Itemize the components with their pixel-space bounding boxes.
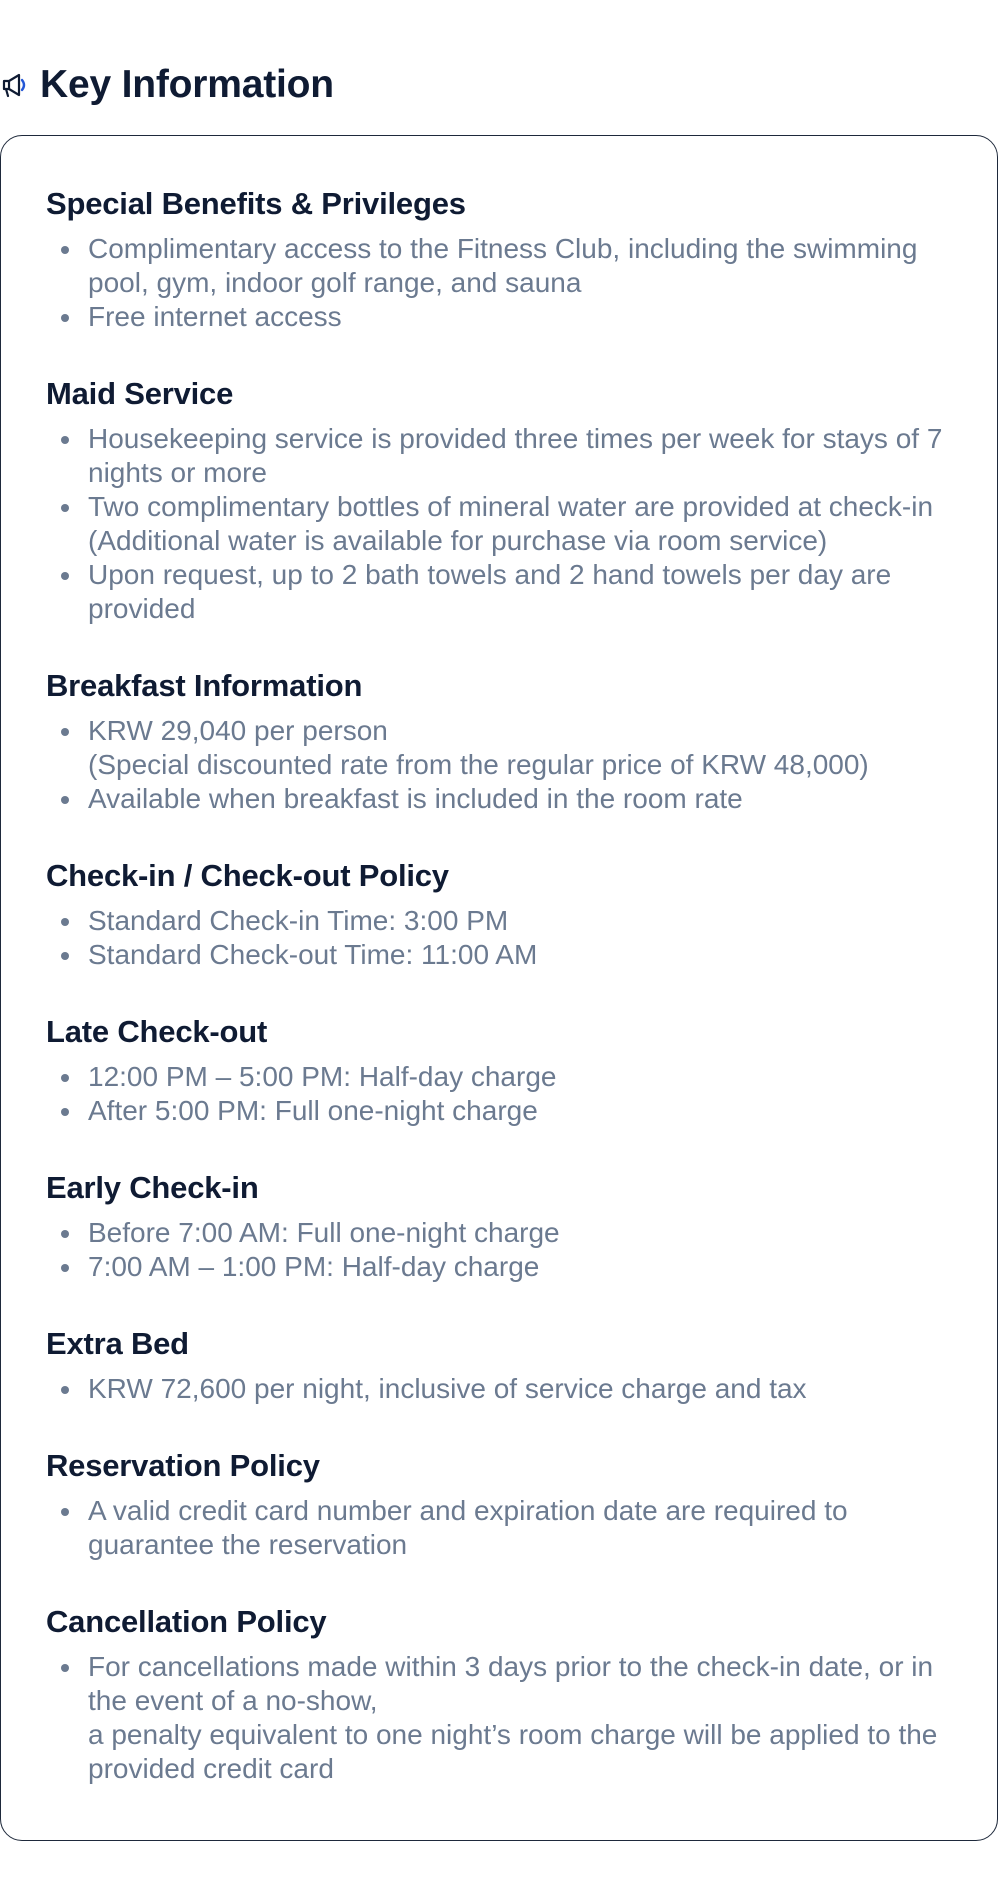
info-section: [46, 1446, 957, 1562]
bullet-icon: [61, 1230, 69, 1238]
bullet-icon: [61, 246, 69, 254]
bullet-icon: [61, 1508, 69, 1516]
bullet-icon: [61, 1074, 69, 1082]
bullet-icon: [61, 1664, 69, 1672]
page-title: Key Information: [40, 63, 334, 106]
list-item: [46, 782, 957, 816]
list-item-text: After 5:00 PM: Full one-night charge: [88, 1095, 538, 1126]
section-title: Early Check-in: [46, 1170, 259, 1205]
list-item-text: Standard Check-in Time: 3:00 PM: [88, 905, 509, 936]
info-section: [46, 1602, 957, 1786]
list-item: [46, 714, 957, 782]
list-item-text: 7:00 AM – 1:00 PM: Half-day charge: [88, 1251, 540, 1282]
bullet-icon: [61, 314, 69, 322]
list-item-text: Upon request, up to 2 bath towels and 2 hand towels per day are provided: [88, 559, 892, 624]
list-item-text: A valid credit card number and expiration date are required to guarantee the reservation: [88, 1495, 848, 1560]
section-title: Maid Service: [46, 376, 234, 411]
bullet-icon: [61, 796, 69, 804]
section-title: Breakfast Information: [46, 668, 363, 703]
section-list: [46, 1060, 957, 1128]
list-item: [46, 904, 957, 938]
section-list: [46, 1372, 957, 1406]
info-section: [46, 1168, 957, 1284]
list-item-text: Housekeeping service is provided three times per week for stays of 7 nights or more: [88, 423, 943, 488]
bullet-icon: [61, 572, 69, 580]
megaphone-icon: [0, 70, 30, 100]
list-item: [46, 232, 957, 300]
bullet-icon: [61, 1264, 69, 1272]
section-title: Late Check-out: [46, 1014, 268, 1049]
page-header: [0, 60, 334, 110]
list-item-text: KRW 29,040 per person: [88, 715, 388, 746]
list-item: [46, 558, 957, 626]
list-item-text: Available when breakfast is included in the room rate: [88, 783, 743, 814]
section-title: Reservation Policy: [46, 1448, 320, 1483]
list-item-text: Before 7:00 AM: Full one-night charge: [88, 1217, 560, 1248]
list-item: [46, 490, 957, 558]
info-section: [46, 1012, 957, 1128]
bullet-icon: [61, 504, 69, 512]
bullet-icon: [61, 436, 69, 444]
list-item: [46, 938, 957, 972]
section-list: [46, 1216, 957, 1284]
list-item-text: Two complimentary bottles of mineral water are provided at check-in (Additional water is available for purchase via room service): [88, 491, 934, 556]
section-list: [46, 1650, 957, 1786]
section-list: [46, 904, 957, 972]
bullet-icon: [61, 1108, 69, 1116]
list-item-text: a penalty equivalent to one night’s room charge will be applied to the provided credit card: [88, 1719, 938, 1784]
list-item: [46, 1094, 957, 1128]
info-section: [46, 856, 957, 972]
list-item: [46, 1372, 957, 1406]
section-list: [46, 1494, 957, 1562]
info-section: [46, 666, 957, 816]
section-title: Cancellation Policy: [46, 1604, 327, 1639]
info-section: [46, 1324, 957, 1406]
section-title: Check-in / Check-out Policy: [46, 858, 449, 893]
list-item: [46, 1060, 957, 1094]
section-title: Extra Bed: [46, 1326, 189, 1361]
section-title: Special Benefits & Privileges: [46, 186, 466, 221]
list-item: [46, 422, 957, 490]
bullet-icon: [61, 1386, 69, 1394]
section-list: [46, 422, 957, 626]
bullet-icon: [61, 918, 69, 926]
section-list: [46, 232, 957, 334]
bullet-icon: [61, 728, 69, 736]
list-item: [46, 1650, 957, 1786]
list-item-text: Complimentary access to the Fitness Club, including the swimming pool, gym, indoor golf range, and sauna: [88, 233, 918, 298]
section-list: [46, 714, 957, 816]
sections-container: [46, 184, 957, 1786]
list-item-text: (Special discounted rate from the regular price of KRW 48,000): [88, 749, 869, 780]
key-information-card: [0, 135, 998, 1841]
bullet-icon: [61, 952, 69, 960]
list-item: [46, 1494, 957, 1562]
list-item-text: KRW 72,600 per night, inclusive of service charge and tax: [88, 1373, 807, 1404]
list-item-text: For cancellations made within 3 days prior to the check-in date, or in the event of a no-show,: [88, 1651, 934, 1716]
info-section: [46, 374, 957, 626]
info-section: [46, 184, 957, 334]
list-item-text: Standard Check-out Time: 11:00 AM: [88, 939, 538, 970]
list-item-text: Free internet access: [88, 301, 342, 332]
list-item: [46, 1250, 957, 1284]
list-item: [46, 300, 957, 334]
list-item-text: 12:00 PM – 5:00 PM: Half-day charge: [88, 1061, 557, 1092]
list-item: [46, 1216, 957, 1250]
